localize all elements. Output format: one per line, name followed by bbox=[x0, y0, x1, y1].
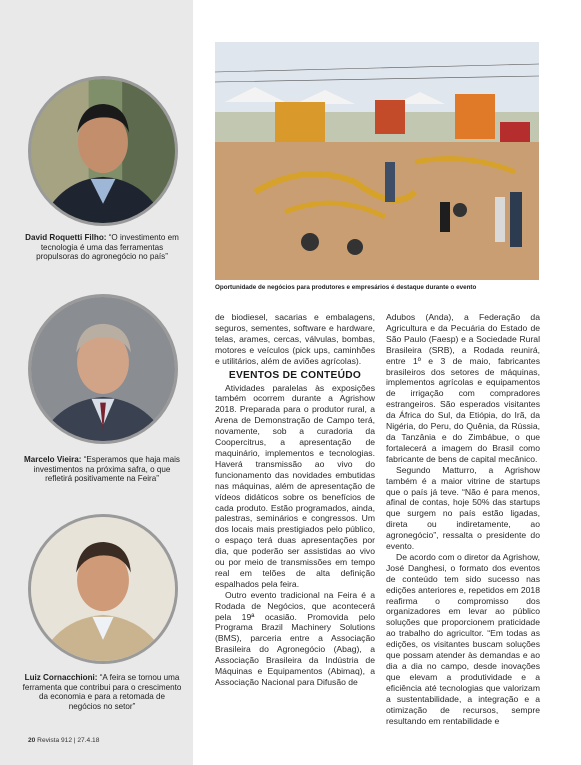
paragraph: Adubos (Anda), a Federação da Agricultura e da Pecuária do Estado de São Paulo (Faesp) e a Sociedade Rural Brasileira (SRB), a Rodada reunirá, entre 1º e 3 de maio, fabricantes brasileiros dos setores de máquinas, implementos agrícolas e equipamentos de irrigação com compradores estrangeiros. São esperados visitantes da África do Sul, da Etiópia, do Irã, da Nigéria, do Peru, do Quênia, da Rússia, da Tanzânia e do Zimbábue, o que fortalecerá a imagem do Brasil como fabricante de bens de capital mecânico. bbox=[386, 312, 540, 464]
portrait-marcelo-vieira bbox=[28, 294, 178, 444]
paragraph: Atividades paralelas às exposições também ocorrem durante a Agrishow 2018. Preparada para o produtor rural, a Arena de Demonstração de Campo terá, novamente, sob a curadoria da Coopercitrus, a apresentação de maquinário, implementos e tecnologias. Haverá transmissão ao vivo do funcionamento das novidades embutidas nas máquinas, além de apresentação de vídeos didáticos sobre os benefícios de cada produto. Estão programados, ainda, palestras, seminários e congressos. Um dos locais mais prestigiados pelo público, o espaço terá duas apresentações por dia, que poderão ser assistidas ao vivo ou por meio de transmissões em tempo real em telões de alta definição espalhados pela feira. bbox=[215, 382, 375, 589]
page-footer bbox=[28, 737, 99, 744]
section-heading: EVENTOS DE CONTEÚDO bbox=[228, 369, 362, 381]
event-photo-image bbox=[215, 42, 539, 280]
paragraph: Segundo Matturro, a Agrishow também é a maior vitrine de startups que o país já teve. “Não é para menos, afinal de contas, hoje 50% das startups que surgem no país estão ligadas, direta ou indiretamente, ao agronegócio”, ressalta o presidente do evento. bbox=[386, 464, 540, 552]
paragraph: de biodiesel, sacarias e embalagens, seguros, sementes, software e hardware, telas, arames, cercas, válvulas, bombas, motores e veículos (pick ups, caminhões e utilitários, além de aviões agrícolas). bbox=[215, 312, 375, 366]
portrait-luiz-cornacchioni bbox=[28, 514, 178, 664]
caption-quote: “A feira se tornou uma ferramenta que contribui para o crescimento da economia e para a retomada de negócios no setor” bbox=[22, 673, 182, 711]
article-column-1 bbox=[215, 312, 375, 688]
photo-caption: Oportunidade de negócios para produtores e empresários é destaque durante o evento bbox=[215, 284, 477, 291]
paragraph: Outro evento tradicional na Feira é a Rodada de Negócios, que acontecerá pela 19ª ocasião. Promovida pelo Programa Brazil Machinery Solutions (BMS), parceria entre a Associação Brasileira do Agronegócio (Abag), a Associação Brasileira da Indústria de Máquinas e Equipamentos (Abimaq), a Associação Nacional para Difusão de bbox=[215, 589, 375, 687]
article-column-2 bbox=[386, 312, 540, 726]
issue-info: Revista 912 | 27.4.18 bbox=[35, 737, 100, 744]
portrait-david-roquetti bbox=[28, 76, 178, 226]
event-photo bbox=[215, 42, 539, 280]
portrait-3-image bbox=[31, 517, 175, 661]
caption-marcelo-vieira bbox=[22, 455, 182, 484]
portrait-1-image bbox=[31, 79, 175, 223]
caption-name: Marcelo Vieira: bbox=[24, 455, 82, 464]
caption-luiz-cornacchioni bbox=[22, 673, 182, 711]
page-number: 20 bbox=[28, 737, 36, 744]
caption-quote: “O investimento em tecnologia é uma das ferramentas propulsoras do agronegócio no país” bbox=[36, 233, 179, 262]
caption-name: Luiz Cornacchioni: bbox=[24, 673, 98, 682]
caption-quote: “Esperamos que haja mais investimentos na próxima safra, o que refletirá positivamente na Feira” bbox=[33, 455, 180, 484]
caption-david-roquetti bbox=[22, 233, 182, 262]
caption-name: David Roquetti Filho: bbox=[25, 233, 107, 242]
portrait-2-image bbox=[31, 297, 175, 441]
paragraph: De acordo com o diretor da Agrishow, José Danghesi, o formato dos eventos de conteúdo tem sido sucesso nas edições anteriores e, repetidos em 2018 reafirma o compromisso dos organizadores em levar ao público soluções que proporcionem praticidade ao trabalho do agricultor. “Em todas as edições, os visitantes buscam soluções que possam atender às demandas e ao dia a dia no campo, desde inovações que elevam a produtividade e a eficiência até tecnologias que valorizam a sustentabilidade, a integração e a otimização de recursos, sempre resultando em rentabilidade e bbox=[386, 551, 540, 726]
